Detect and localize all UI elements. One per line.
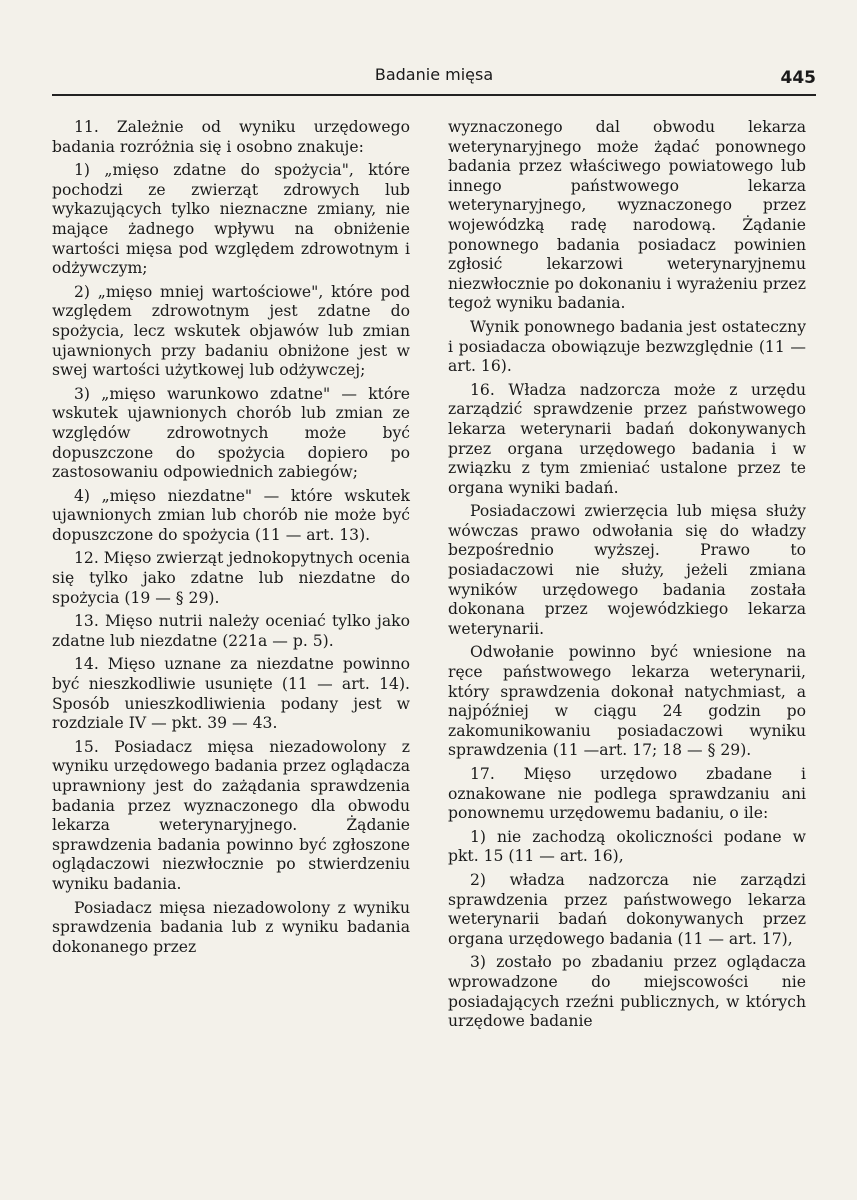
header-rule [52, 94, 816, 96]
paragraph-12: 12. Mięso zwierząt jednokopytnych ocenia się tylko jako zdatne lub niezdatne do spożycia (19 — § 29). [52, 549, 410, 607]
right-column [448, 118, 806, 1036]
item-11-4: 4) „mięso niezdatne" — które wskutek ujawnionych zmian lub chorób nie może być dopuszczone do spożycia (11 — art. 13). [52, 486, 410, 544]
item-11-1: 1) „mięso zdatne do spożycia", które pochodzi ze zwierząt zdrowych lub wykazujących tylko nieznaczne zmiany, nie mające żadnego wpływu na obniżenie wartości mięsa pod względem zdrowotnym i odżywczym; [52, 161, 410, 278]
running-head: Badanie mięsa [374, 65, 494, 84]
paragraph-16-submission: Odwołanie powinno być wniesione na ręce państwowego lekarza weterynarii, który sprawdzenia dokonał natychmiast, a najpóźniej w ciągu 24 godzin po zakomunikowaniu posiadaczowi wyniku sprawdzenia (11 —art. 17; 18 — § 29). [448, 643, 806, 760]
item-17-2: 2) władza nadzorcza nie zarządzi sprawdzenia przez państwowego lekarza weterynarii badań dokonywanych przez organa urzędowego badania (11 — art. 17), [448, 870, 806, 948]
paragraph-15-continued: wyznaczonego dal obwodu lekarza weterynaryjnego może żądać ponownego badania przez właściwego powiatowego lub innego państwowego lekarza weterynaryjnego, wyznaczonego przez wojewódzką radę narodową. Żądanie ponownego badania posiadacz powinien zgłosić lekarzowi weterynaryjnemu niezwłocznie po dokonaniu i wyrażeniu przez tegoż wyniku badania. [448, 118, 806, 313]
paragraph-14: 14. Mięso uznane za niezdatne powinno być nieszkodliwie usunięte (11 — art. 14). Sposób unieszkodliwienia podany jest w rozdziale IV — pkt. 39 — 43. [52, 655, 410, 733]
item-17-1: 1) nie zachodzą okoliczności podane w pkt. 15 (11 — art. 16), [448, 827, 806, 866]
paragraph-11: 11. Zależnie od wyniku urzędowego badania rozróżnia się i osobno znakuje: [52, 118, 410, 156]
item-11-3: 3) „mięso warunkowo zdatne" — które wskutek ujawnionych chorób lub zmian ze względów zdrowotnych może być dopuszczone do spożycia dopiero po zastosowaniu odpowiednich zabiegów; [52, 384, 410, 482]
paragraph-15: 15. Posiadacz mięsa niezadowolony z wyniku urzędowego badania przez oglądacza uprawniony jest do zażądania sprawdzenia badania przez wyznaczonego dla obwodu lekarza weterynaryjnego. Żądanie sprawdzenia badania powinno być zgłoszone oglądaczowi niezwłocznie po stwierdzeniu wyniku badania. [52, 737, 410, 893]
paragraph-16: 16. Władza nadzorcza może z urzędu zarządzić sprawdzenie przez państwowego lekarza weterynarii badań dokonywanych przez organa urzędowego badania i w związku z tym zmieniać ustalone przez te organa wyniki badań. [448, 380, 806, 497]
paragraph-15-cont: Posiadacz mięsa niezadowolony z wyniku sprawdzenia badania lub z wyniku badania dokonanego przez [52, 898, 410, 956]
page-number: 445 [780, 68, 816, 88]
paragraph-17: 17. Mięso urzędowo zbadane i oznakowane nie podlega sprawdzaniu ani ponownemu urzędowemu badaniu, o ile: [448, 765, 806, 823]
paragraph-16-appeal: Posiadaczowi zwierzęcia lub mięsa służy wówczas prawo odwołania się do władzy bezpośrednio wyższej. Prawo to posiadaczowi nie służy, jeżeli zmiana wyników urzędowego badania została dokonana przez wojewódzkiego lekarza weterynarii. [448, 502, 806, 638]
paragraph-15-result: Wynik ponownego badania jest ostateczny i posiadacza obowiązuje bezwzględnie (11 — art. 16). [448, 317, 806, 376]
paragraph-13: 13. Mięso nutrii należy oceniać tylko jako zdatne lub niezdatne (221a — p. 5). [52, 612, 410, 650]
page-header [52, 62, 816, 92]
item-17-3: 3) zostało po zbadaniu przez oglądacza wprowadzone do miejscowości nie posiadających rzeźni publicznych, w których urzędowe badanie [448, 953, 806, 1031]
item-11-2: 2) „mięso mniej wartościowe", które pod względem zdrowotnym jest zdatne do spożycia, lecz wskutek objawów lub zmian ujawnionych przy badaniu obniżone jest w swej wartości użytkowej lub odżywczej; [52, 282, 410, 380]
left-column [52, 118, 410, 961]
